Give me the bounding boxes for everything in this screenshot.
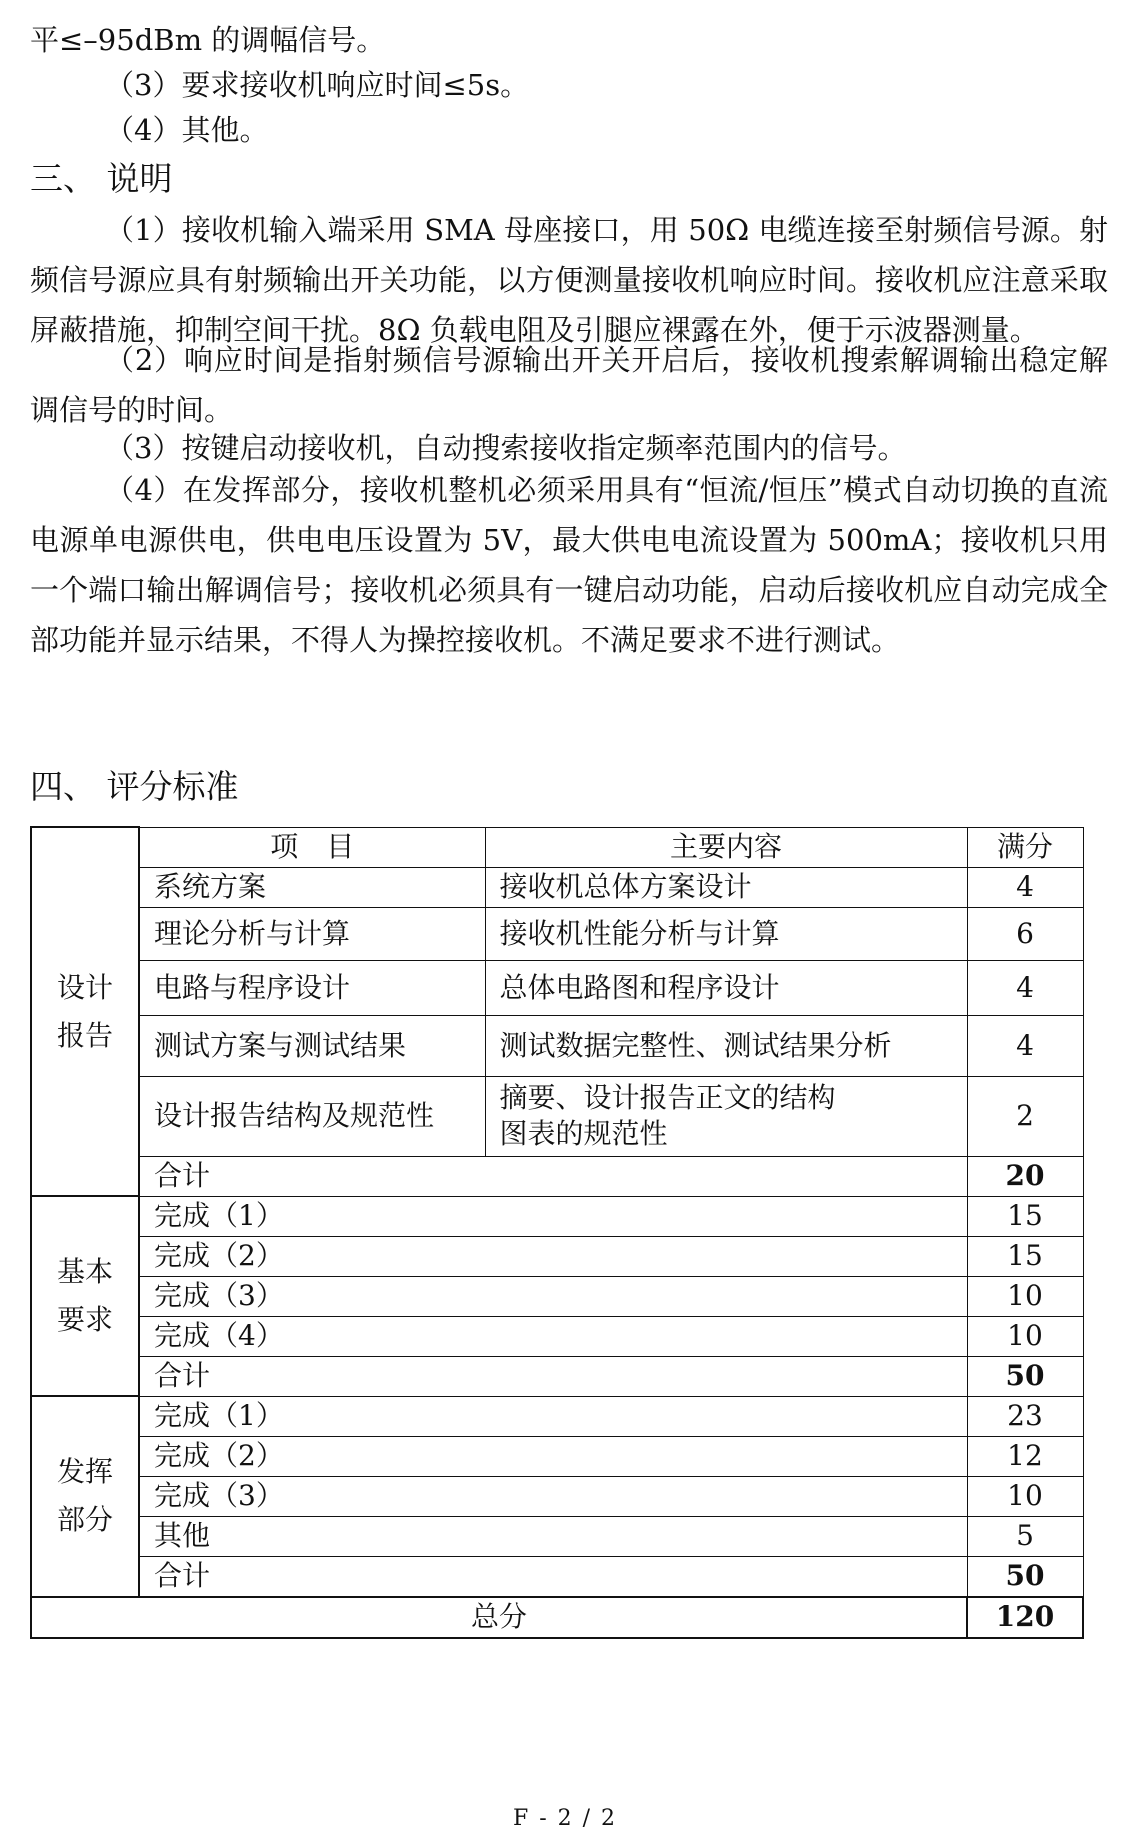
row-item: 理论分析与计算 — [139, 907, 485, 960]
table-row — [31, 1436, 1083, 1476]
row-item: 完成（1） — [139, 1396, 967, 1436]
note-2: （2）响应时间是指射频信号源输出开关开启后，接收机搜索解调输出稳定解调信号的时间。 — [30, 343, 1108, 427]
note-1: （1）接收机输入端采用 SMA 母座接口，用 50Ω 电缆连接至射频信号源。射频信号源应具有射频输出开关功能，以方便测量接收机响应时间。接收机应注意采取屏蔽措施，抑制空间干扰。8Ω 负载电阻及引腿应裸露在外，便于示波器测量。 — [30, 213, 1108, 347]
row-item: 完成（3） — [139, 1276, 967, 1316]
row-score: 15 — [967, 1236, 1083, 1276]
row-item: 其他 — [139, 1516, 967, 1556]
category-label: 发挥 部分 — [56, 1455, 113, 1537]
table-row — [31, 1236, 1083, 1276]
table-row — [31, 867, 1083, 907]
subtotal-score: 20 — [967, 1156, 1083, 1196]
table-row — [31, 1276, 1083, 1316]
table-row — [31, 1476, 1083, 1516]
row-item: 完成（2） — [139, 1236, 967, 1276]
category-label: 基本 要求 — [56, 1255, 113, 1336]
row-content: 摘要、设计报告正文的结构 图表的规范性 — [485, 1076, 967, 1156]
row-item: 完成（2） — [139, 1436, 967, 1476]
table-row — [31, 1396, 1083, 1436]
row-score: 4 — [967, 867, 1083, 907]
subtotal-row — [31, 1356, 1083, 1396]
row-score: 10 — [967, 1316, 1083, 1356]
intro-line-1: 平≤–95dBm 的调幅信号。 — [30, 23, 386, 57]
row-score: 12 — [967, 1436, 1083, 1476]
row-item: 设计报告结构及规范性 — [139, 1076, 485, 1156]
requirement-4: （4）其他。 — [105, 113, 269, 147]
table-header-row — [31, 827, 1083, 867]
category-basic-requirements — [31, 1196, 139, 1396]
row-score: 15 — [967, 1196, 1083, 1236]
grand-total-score: 120 — [967, 1597, 1083, 1638]
section-3-heading: 三、 说明 — [30, 159, 173, 198]
row-score: 6 — [967, 907, 1083, 960]
row-score: 5 — [967, 1516, 1083, 1556]
table-row — [31, 1316, 1083, 1356]
table-row — [31, 1516, 1083, 1556]
scoring-table — [30, 826, 1084, 1639]
page-number: F - 2 / 2 — [512, 1806, 618, 1831]
row-score: 4 — [967, 960, 1083, 1015]
row-score: 4 — [967, 1015, 1083, 1076]
section-4-heading: 四、 评分标准 — [30, 767, 239, 806]
grand-total-row — [31, 1597, 1083, 1638]
row-content: 测试数据完整性、测试结果分析 — [485, 1015, 967, 1076]
grand-total-label: 总分 — [31, 1597, 967, 1638]
row-item: 完成（1） — [139, 1196, 967, 1236]
subtotal-score: 50 — [967, 1356, 1083, 1396]
note-3: （3）按键启动接收机，自动搜索接收指定频率范围内的信号。 — [105, 431, 907, 465]
table-row — [31, 1196, 1083, 1236]
requirement-3: （3）要求接收机响应时间≤5s。 — [105, 68, 530, 102]
category-advanced-part — [31, 1396, 139, 1597]
table-row — [31, 1015, 1083, 1076]
subtotal-label: 合计 — [139, 1556, 967, 1597]
row-content: 接收机总体方案设计 — [485, 867, 967, 907]
header-content: 主要内容 — [485, 827, 967, 867]
subtotal-label: 合计 — [139, 1156, 967, 1196]
table-row — [31, 1076, 1083, 1156]
category-label: 设计 报告 — [56, 970, 113, 1052]
row-score: 10 — [967, 1276, 1083, 1316]
category-design-report — [31, 827, 139, 1196]
row-content: 总体电路图和程序设计 — [485, 960, 967, 1015]
row-item: 电路与程序设计 — [139, 960, 485, 1015]
table-row — [31, 907, 1083, 960]
header-item: 项 目 — [139, 827, 485, 867]
subtotal-row — [31, 1556, 1083, 1597]
row-item: 测试方案与测试结果 — [139, 1015, 485, 1076]
row-score: 10 — [967, 1476, 1083, 1516]
row-item: 完成（4） — [139, 1316, 967, 1356]
row-score: 2 — [967, 1076, 1083, 1156]
row-score: 23 — [967, 1396, 1083, 1436]
subtotal-score: 50 — [967, 1556, 1083, 1597]
table-row — [31, 960, 1083, 1015]
row-item: 完成（3） — [139, 1476, 967, 1516]
note-4: （4）在发挥部分，接收机整机必须采用具有“恒流/恒压”模式自动切换的直流电源单电源供电，供电电压设置为 5V，最大供电电流设置为 500mA；接收机只用一个端口输出解调信号；接收机必须具有一键启动功能，启动后接收机应自动完成全部功能并显示结果，不得人为操控接收机。不满足要求不进行测试。 — [30, 473, 1108, 657]
header-score: 满分 — [967, 827, 1083, 867]
subtotal-row — [31, 1156, 1083, 1196]
subtotal-label: 合计 — [139, 1356, 967, 1396]
row-content: 接收机性能分析与计算 — [485, 907, 967, 960]
row-item: 系统方案 — [139, 867, 485, 907]
